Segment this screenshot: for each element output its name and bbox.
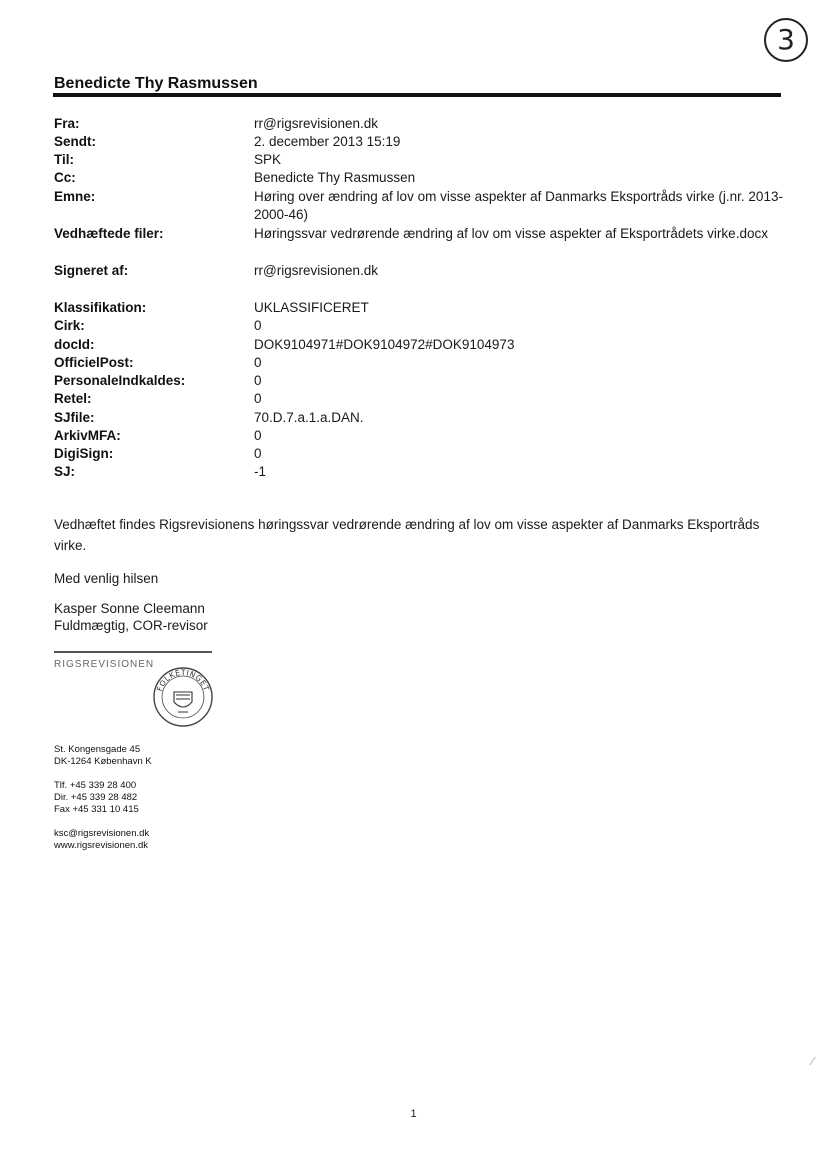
field-label: Til: xyxy=(54,152,74,167)
greeting: Med venlig hilsen xyxy=(54,571,159,586)
folketinget-seal-icon xyxy=(152,666,214,728)
page-title: Benedicte Thy Rasmussen xyxy=(54,75,258,92)
field-label: OfficielPost: xyxy=(54,355,134,370)
field-value: Benedicte Thy Rasmussen xyxy=(254,170,416,185)
field-label: Signeret af: xyxy=(54,263,129,278)
field-value: 0 xyxy=(254,318,262,333)
seal-text: FOLKETINGET xyxy=(154,667,212,693)
field-label: DigiSign: xyxy=(54,446,114,461)
field-label: PersonaleIndkaldes: xyxy=(54,373,186,388)
organization-name: RIGSREVISIONEN xyxy=(54,659,155,670)
phone-fax: Fax +45 331 10 415 xyxy=(54,804,139,815)
address-street: St. Kongensgade 45 xyxy=(54,744,141,755)
attachment-link[interactable]: Høringssvar vedrørende ændring af lov om visse aspekter af Eksportrådets virke.docx xyxy=(254,226,768,241)
scan-mark xyxy=(809,1057,816,1066)
field-label: Klassifikation: xyxy=(54,300,147,315)
field-value: 0 xyxy=(254,391,262,406)
field-label: Retel: xyxy=(54,391,92,406)
field-value: rr@rigsrevisionen.dk xyxy=(254,116,378,131)
field-value: rr@rigsrevisionen.dk xyxy=(254,263,378,278)
field-label: Sendt: xyxy=(54,134,96,149)
phone-tlf: Tlf. +45 339 28 400 xyxy=(54,780,137,791)
field-value: 70.D.7.a.1.a.DAN. xyxy=(254,410,364,425)
field-label: SJ: xyxy=(54,464,76,479)
field-value: UKLASSIFICERET xyxy=(254,300,369,315)
field-value: DOK9104971#DOK9104972#DOK9104973 xyxy=(254,337,515,352)
field-value: 0 xyxy=(254,446,262,461)
signature-divider xyxy=(54,651,212,653)
field-value: 0 xyxy=(254,355,262,370)
field-label: Emne: xyxy=(54,189,96,204)
field-label: Cc: xyxy=(54,170,76,185)
field-label: Cirk: xyxy=(54,318,85,333)
field-label: ArkivMFA: xyxy=(54,428,121,443)
field-value: 0 xyxy=(254,373,262,388)
email-link[interactable]: ksc@rigsrevisionen.dk xyxy=(54,828,150,839)
page-number: 1 xyxy=(410,1108,417,1120)
field-label: Fra: xyxy=(54,116,80,131)
field-value: -1 xyxy=(254,464,267,479)
title-divider xyxy=(53,93,781,97)
page-mark: 3 xyxy=(764,18,808,62)
address-city: DK-1264 København K xyxy=(54,756,152,767)
signer-title: Fuldmægtig, COR-revisor xyxy=(54,618,208,633)
website-link[interactable]: www.rigsrevisionen.dk xyxy=(54,840,148,851)
field-value: 0 xyxy=(254,428,262,443)
field-label: SJfile: xyxy=(54,410,95,425)
signer-name: Kasper Sonne Cleemann xyxy=(54,601,205,616)
field-value: Høring over ændring af lov om visse aspekter af Danmarks Eksportråds virke (j.nr. 2013-2000-46) xyxy=(254,189,783,222)
field-label: Vedhæftede filer: xyxy=(54,226,164,241)
phone-direct: Dir. +45 339 28 482 xyxy=(54,792,138,803)
field-value: SPK xyxy=(254,152,282,167)
field-label: docId: xyxy=(54,337,95,352)
message-paragraph: Vedhæftet findes Rigsrevisionens høringssvar vedrørende ændring af lov om visse aspekter af Danmarks Eksportråds virke. xyxy=(54,517,760,553)
field-value: 2. december 2013 15:19 xyxy=(254,134,401,149)
